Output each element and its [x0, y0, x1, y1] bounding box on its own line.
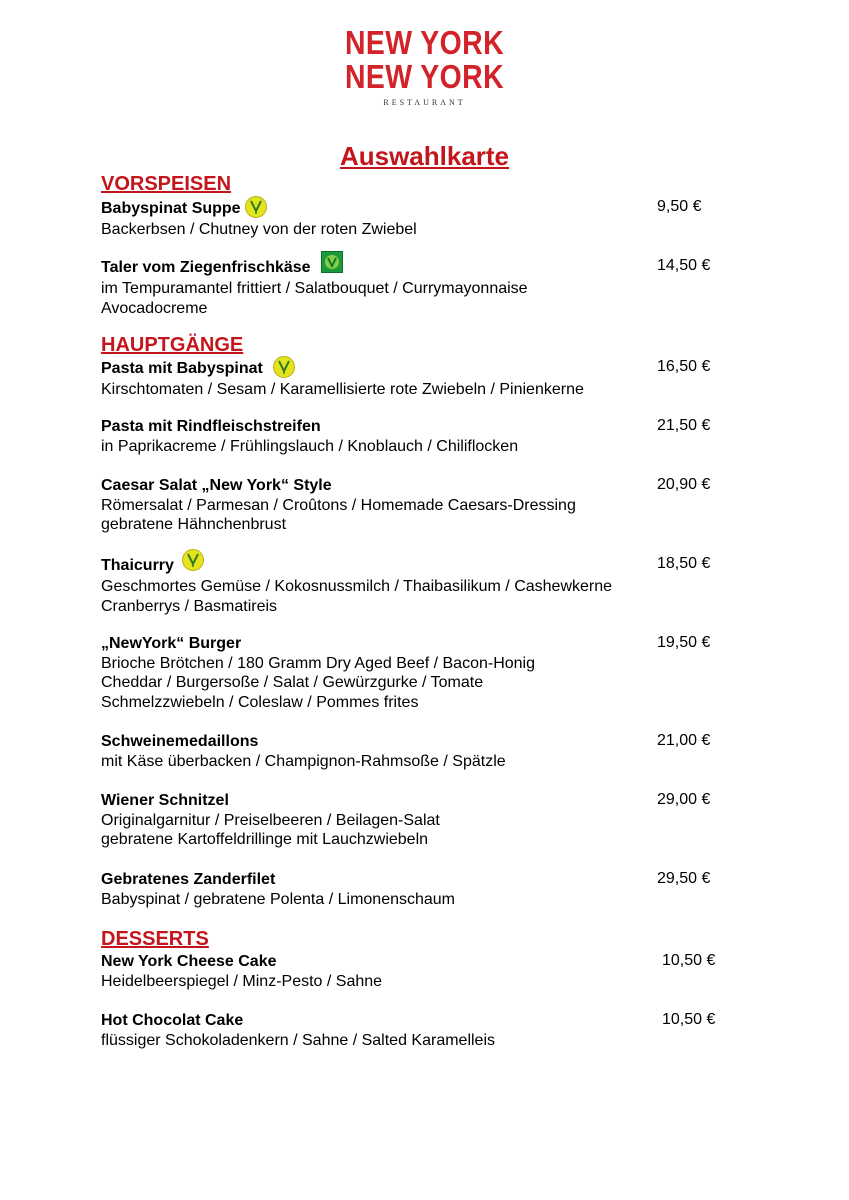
item-name: Thaicurry — [101, 557, 174, 575]
menu-item — [101, 555, 612, 616]
item-name: Babyspinat Suppe — [101, 200, 241, 218]
item-description: im Tempuramantel frittiert / Salatbouquet / Currymayonnaise — [101, 280, 528, 297]
item-name: Wiener Schnitzel — [101, 792, 229, 809]
item-description: Kirschtomaten / Sesam / Karamellisierte rote Zwiebeln / Pinienkerne — [101, 381, 584, 398]
menu-item — [101, 198, 417, 240]
item-description: Geschmortes Gemüse / Kokosnussmilch / Thaibasilikum / Cashewkerne — [101, 578, 613, 595]
item-description: Babyspinat / gebratene Polenta / Limonenschaum — [101, 890, 456, 908]
item-description: flüssiger Schokoladenkern / Sahne / Salted Karamelleis — [101, 1031, 495, 1049]
item-description: Schmelzzwiebeln / Coleslaw / Pommes frites — [101, 693, 419, 711]
logo-subtitle: RESTAURANT — [383, 98, 466, 107]
item-description: in Paprikacreme / Frühlingslauch / Knoblauch / Chiliflocken — [101, 437, 519, 455]
vegetarian-icon — [321, 251, 343, 273]
menu-item — [101, 791, 440, 850]
item-description: gebratene Kartoffeldrillinge mit Lauchzwiebeln — [101, 831, 429, 849]
item-price: 19,50 € — [657, 634, 711, 651]
item-description: Cheddar / Burgersoße / Salat / Gewürzgurke / Tomate — [101, 674, 484, 692]
item-name: Schweinemedaillons — [101, 733, 259, 750]
item-description: gebratene Hähnchenbrust — [101, 516, 287, 534]
menu-item — [101, 257, 528, 318]
item-description: Avocadocreme — [101, 299, 208, 317]
item-price: 10,50 € — [662, 952, 716, 969]
menu-item — [101, 634, 535, 712]
menu-item — [101, 417, 518, 456]
menu-item — [101, 1011, 495, 1050]
item-name: Taler vom Ziegenfrischkäse — [101, 259, 311, 277]
logo-line-2: NEW YORK — [344, 58, 505, 95]
item-name: „NewYork“ Burger — [101, 635, 242, 652]
item-price: 20,90 € — [657, 476, 711, 493]
item-price: 21,50 € — [657, 417, 711, 434]
item-price: 29,50 € — [657, 870, 711, 887]
section-heading-desserts: DESSERTS — [101, 928, 209, 950]
section-heading-vorspeisen: VORSPEISEN — [101, 173, 232, 195]
page-title: Auswahlkarte — [339, 141, 510, 171]
item-price: 29,00 € — [657, 791, 711, 808]
vegan-icon — [245, 196, 267, 218]
item-name: Gebratenes Zanderfilet — [101, 871, 276, 888]
item-description: Cranberrys / Basmatireis — [101, 597, 278, 615]
item-price: 21,00 € — [657, 732, 711, 749]
item-description: Originalgarnitur / Preiselbeeren / Beilagen-Salat — [101, 811, 440, 829]
item-description: Brioche Brötchen / 180 Gramm Dry Aged Beef / Bacon-Honig — [101, 654, 535, 672]
item-price: 18,50 € — [657, 555, 711, 572]
menu-item — [101, 952, 382, 991]
item-description: mit Käse überbacken / Champignon-Rahmsoße / Spätzle — [101, 752, 506, 770]
menu-item — [101, 732, 506, 771]
menu-item — [101, 358, 584, 400]
item-name: Pasta mit Babyspinat — [101, 360, 263, 378]
menu-item — [101, 476, 576, 535]
vegan-icon — [182, 549, 204, 571]
restaurant-logo — [0, 26, 849, 107]
item-name: Hot Chocolat Cake — [101, 1012, 244, 1029]
item-price: 14,50 € — [657, 257, 711, 274]
item-price: 16,50 € — [657, 358, 711, 375]
item-price: 10,50 € — [662, 1011, 716, 1028]
item-description: Backerbsen / Chutney von der roten Zwiebel — [101, 221, 417, 238]
item-name: Pasta mit Rindfleischstreifen — [101, 418, 321, 435]
section-heading-hauptgaenge: HAUPTGÄNGE — [101, 334, 244, 356]
item-price: 9,50 € — [657, 198, 702, 215]
item-name: Caesar Salat „New York“ Style — [101, 477, 332, 494]
logo-line-1: NEW YORK — [344, 24, 505, 61]
item-description: Römersalat / Parmesan / Croûtons / Homemade Caesars-Dressing — [101, 496, 576, 514]
item-description: Heidelbeerspiegel / Minz-Pesto / Sahne — [101, 972, 383, 990]
vegan-icon — [273, 356, 295, 378]
menu-item — [101, 870, 455, 909]
item-name: New York Cheese Cake — [101, 953, 277, 970]
